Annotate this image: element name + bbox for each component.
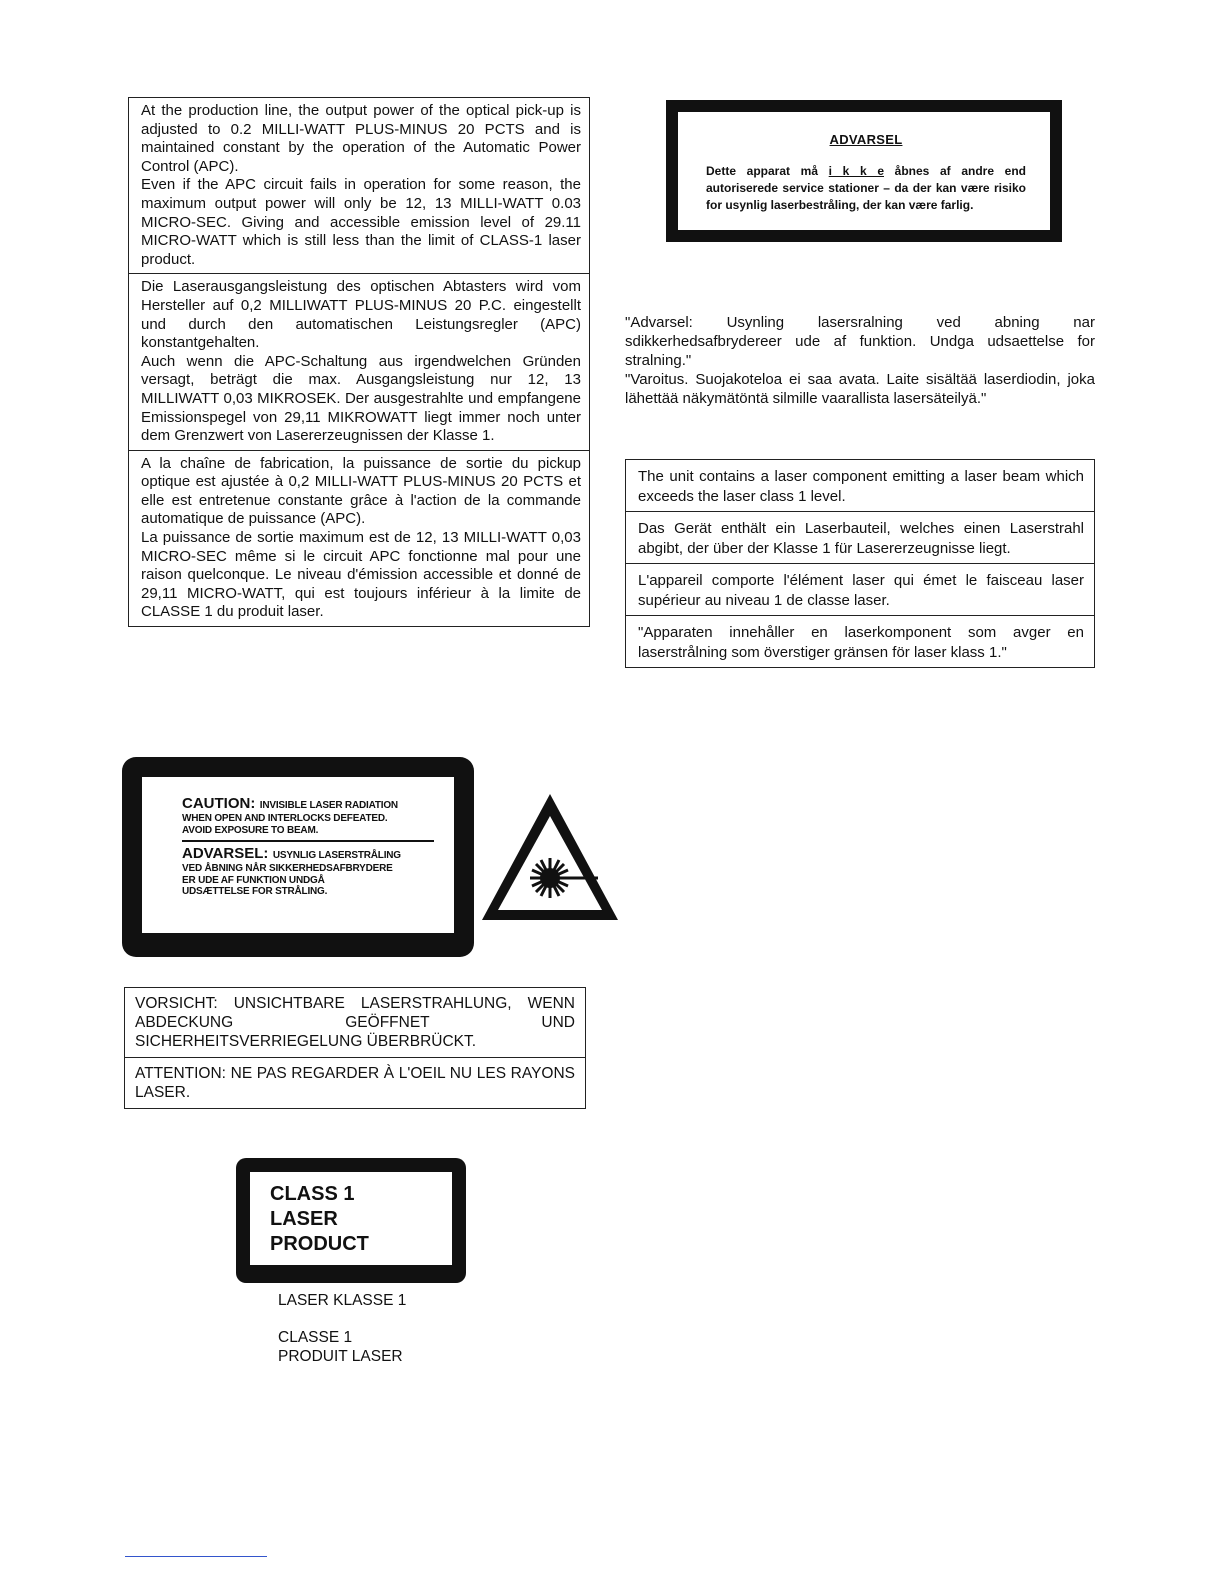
danish-note-text: "Advarsel: Usynling lasersralning ved abning nar sdikkerhedsafbrydereer ude af funktion. Undga udsaettelse for stralning." [625,314,1095,369]
footer-rule [125,1556,267,1557]
caution-divider [182,840,434,842]
caution-text-1: INVISIBLE LASER RADIATION [259,800,398,811]
advarsel-emphasis: i k k e [828,164,884,178]
caution-label [122,757,474,957]
french-notice-p1: A la chaîne de fabrication, la puissance de sortie du pickup optique est ajustée à 0,2 MILLI-WATT PLUS-MINUS 20 PCTS et elle est entretenue constante grâce à l'action de la commande automatique de puissance (APC). [141,454,581,528]
english-class-notice: The unit contains a laser component emitting a laser beam which exceeds the laser class 1 level. [638,468,1084,505]
class-label-line-1: CLASS 1 [270,1183,355,1205]
french-notice-p2: La puissance de sortie maximum est de 12, 13 MILLI-WATT 0,03 MICRO-SEC même si le circuit APC fonctionne mal pour une raison quelconque. Le niveau d'émission accessible et donné de 29,11 MICRO-WATT, qui est toujours inférieur à la limite de CLASSE 1 du produit laser. [141,529,581,621]
advarsel-label-line-1 [182,845,440,863]
finnish-note-text: "Varoitus. Suojakoteloa ei saa avata. Laite sisältää laserdiodin, joka lähettää näkymätöntä silmille vaarallista lasersäteilyä." [625,371,1095,407]
german-notice [129,273,589,449]
vorsicht-attention-box [124,987,586,1109]
laser-warning-icon [478,790,622,924]
english-notice-p2: Even if the APC circuit fails in operation for some reason, the maximum output power will only be 12, 13 MILLI-WATT 0.03 MICRO-SEC. Giving and accessible emission level of 29.11 MICRO-WATT which is still less than the limit of CLASS-1 laser product. [141,176,581,268]
class-1-laser-label [236,1158,466,1283]
advarsel-warning-inner [678,112,1050,230]
laser-class-notice-box [625,459,1095,668]
french-notice [129,450,589,626]
class-1-laser-label-inner [250,1172,452,1265]
class-label-line-2: LASER PRODUCT [270,1208,369,1255]
german-notice-p1: Die Laserausgangsleistung des optischen Abtasters wird vom Hersteller auf 0,2 MILLIWATT PLUS-MINUS 20 P.C. eingestellt und durch den automatischen Leistungsregler (APC) konstantgehalten. [141,278,581,352]
german-notice-p2: Auch wenn die APC-Schaltung aus irgendwelchen Gründen versagt, beträgt die max. Ausgangsleistung nur 12, 13 MILLIWATT 0,03 MIKROSEK. Der ausgestrahlte und empfangene Emissionspegel von 29,11 MIKROWATT liegt immer noch unter dem Grenzwert von Lasererzeugnissen der Klasse 1. [141,352,581,445]
french-class-notice: L'appareil comporte l'élément laser qui émet le faisceau laser supérieur au niveau 1 de classe laser. [626,563,1094,615]
swedish-class-notice: "Apparaten innehåller en laserkomponent som avger en laserstrålning som överstiger gränsen för laser klass 1." [626,615,1094,667]
laser-klasse-label: LASER KLASSE 1 [278,1292,407,1309]
advarsel-text-start: Dette apparat må [706,164,829,178]
advarsel-label-text-2: VED ÅBNING NÅR SIKKERHEDSAFBRYDERE [182,863,393,874]
advarsel-warning-box [666,100,1062,242]
caution-text-2: WHEN OPEN AND INTERLOCKS DEFEATED. [182,813,388,824]
advarsel-text-end: åbnes af andre end autoriserede service stationer – da der kan være risiko for usynlig laserbestråling, der kan være farlig. [706,164,1026,212]
advarsel-label-heading: ADVARSEL: [182,845,269,862]
advarsel-label-text-3: ER UDE AF FUNKTION UNDGÅ [182,874,325,886]
spacer [278,1310,406,1328]
classe-label: CLASSE 1 [278,1329,353,1346]
advarsel-text [706,163,1026,214]
advarsel-label-text-4: UDSÆTTELSE FOR STRÅLING. [182,886,328,897]
laser-power-notice-box [128,97,590,627]
caution-text-3: AVOID EXPOSURE TO BEAM. [182,824,319,836]
advarsel-title: ADVARSEL [829,132,903,147]
vorsicht-notice: VORSICHT: UNSICHTBARE LASERSTRAHLUNG, WENN ABDECKUNG GEÖFFNET UND SICHERHEITSVERRIEGELUNG ÜBERBRÜCKT. [135,995,575,1050]
german-class-notice: Das Gerät enthält ein Laserbauteil, welches einen Laserstrahl abgibt, der über der Klasse 1 für Lasererzeugnisse liegt. [626,511,1094,563]
produit-laser-label: PRODUIT LASER [278,1348,403,1365]
advarsel-label-text-1: USYNLIG LASERSTRÅLING [272,850,401,861]
caution-line-1 [182,795,440,813]
attention-notice: ATTENTION: NE PAS REGARDER À L'OEIL NU LES RAYONS LASER. [125,1057,585,1108]
finnish-note [625,370,1095,408]
caution-heading: CAUTION: [182,795,256,812]
english-notice [129,98,589,273]
english-notice-p1: At the production line, the output power of the optical pick-up is adjusted to 0.2 MILLI-WATT PLUS-MINUS 20 PCTS and is maintained constant by the operation of the Automatic Power Control (APC). [141,102,581,175]
class-translations [278,1291,406,1366]
caution-label-inner [142,777,454,933]
danish-note [625,313,1095,370]
